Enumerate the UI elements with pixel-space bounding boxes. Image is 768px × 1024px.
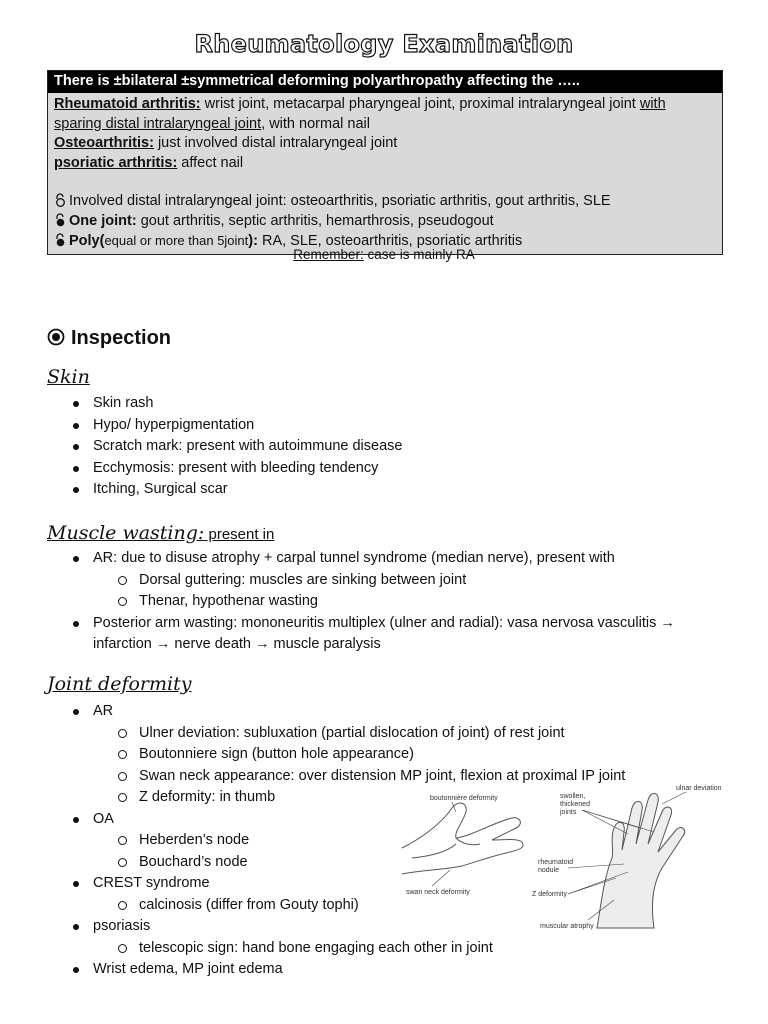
label-swan-neck-deformity: swan neck deformity [406,889,470,896]
list-item: Itching, Surgical scar [0,479,720,501]
dip-line [54,192,716,212]
label-muscular-atrophy: muscular atrophy [540,923,594,930]
label-ulnar-deviation: ulnar deviation [676,785,722,792]
ra-text-end: , with normal nail [261,115,370,132]
summary-body [48,93,722,254]
summary-box [47,70,723,255]
target-icon [47,328,65,346]
list-item: telescopic sign: hand bone engaging each other in joint [0,938,720,960]
one-joint-label: One joint: [69,212,137,229]
blank-line [54,173,716,192]
oa-text: just involved distal intralaryngeal joint [153,135,398,151]
muscle-wasting-heading-text: Muscle wasting: [47,522,205,544]
left-hand-drawing [402,803,523,874]
inspection-heading [47,327,171,350]
one-joint-line [54,212,716,232]
ra-text-underlined: with sparing distal intralaryngeal joint [54,96,666,132]
label-nodule: nodule [538,867,560,874]
summary-header: There is ±bilateral ±symmetrical deforming polyarthropathy affecting the ….. [48,71,722,93]
list-item: Heberden’s node [0,830,720,852]
list-item: Thenar, hypothenar wasting [0,591,720,613]
list-item: Ulner deviation: subluxation (partial dislocation of joint) of rest joint [0,723,720,745]
dip-text: Involved distal intralaryngeal joint: osteoarthritis, psoriatic arthritis, gout arthritis, SLE [69,193,611,209]
one-joint-text: gout arthritis, septic arthritis, hemarthrosis, pseudogout [136,212,494,229]
list-item: Scratch mark: present with autoimmune disease [0,436,720,458]
hand-deformity-illustration [392,778,732,938]
list-item: OA [0,809,720,831]
label-boutonniere-deformity: boutonnière deformity [430,795,498,802]
remember-note [0,247,768,262]
ps-text: affect nail [177,154,244,171]
list-item: Swan neck appearance: over distension MP joint, flexion at proximal IP joint [0,766,720,788]
lock-icon [54,233,67,247]
remember-label: Remember: [293,247,364,262]
page-title: Rheumatology Examination [194,30,574,58]
remember-text: case is mainly RA [363,247,475,262]
label-rheumatoid: rheumatoid [538,859,574,866]
label-z-deformity: Z deformity [532,891,568,898]
list-item: Posterior arm wasting: mononeuritis multiplex (ulner and radial): vasa nervosa vasculitis → infarction → nerve death → muscle paralysis [0,613,721,656]
list-item: Wrist edema, MP joint edema [0,959,720,981]
poly-close: ): [248,233,258,249]
skin-heading: Skin [47,366,90,388]
list-item: AR: due to disuse atrophy + carpal tunnel syndrome (median nerve), present with [0,548,720,570]
ra-line [54,95,716,134]
poly-small: equal or more than 5joint [104,233,249,248]
list-item: Z deformity: in thumb [0,787,720,809]
list-item: AR [0,701,720,723]
list-item: Boutonniere sign (button hole appearance) [0,744,720,766]
list-item: Bouchard’s node [0,852,720,874]
skin-list [0,393,720,501]
lock-icon [54,193,67,207]
ps-label: psoriatic arthritis: [54,154,178,171]
oa-label: Osteoarthritis: [54,135,154,151]
joint-deformity-heading: Joint deformity [47,673,192,695]
inspection-heading-text: Inspection [71,327,172,349]
ra-text: wrist joint, metacarpal pharyngeal joint, proximal intralaryngeal joint [200,96,640,112]
label-swollen: swollen, [560,793,586,800]
ps-line [54,154,716,174]
label-thickened: thickened [560,801,590,808]
poly-text: RA, SLE, osteoarthritis, psoriatic arthritis [257,233,523,249]
list-item: psoriasis [0,916,720,938]
ra-label: Rheumatoid arthritis: [54,96,201,112]
lock-icon [54,213,67,227]
list-item: Hypo/ hyperpigmentation [0,415,720,437]
muscle-wasting-heading-suffix: present in [204,526,275,543]
list-item: CREST syndrome [0,873,720,895]
oa-line [54,134,716,154]
right-hand-drawing [597,793,685,928]
muscle-wasting-heading [47,522,274,544]
label-joints: joints [560,809,577,816]
muscle-wasting-list [0,548,720,656]
list-item: Dorsal guttering: muscles are sinking between joint [0,570,720,592]
list-item: Skin rash [0,393,720,415]
list-item: calcinosis (differ from Gouty tophi) [0,895,720,917]
poly-label: Poly( [69,233,105,249]
list-item: Ecchymosis: present with bleeding tendency [0,458,720,480]
